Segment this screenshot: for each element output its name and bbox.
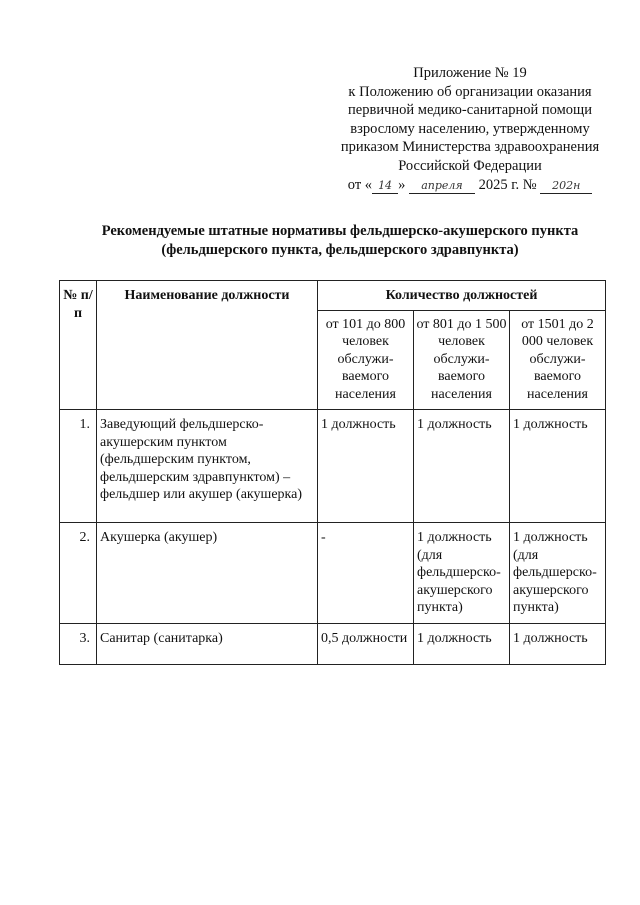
table-row (60, 624, 606, 665)
header-col-3: от 1501 до 2 000 человек обслужи-ваемого населения (510, 310, 606, 410)
order-date-line (330, 176, 610, 195)
table-row (60, 523, 606, 624)
order-month: апреля (409, 179, 475, 194)
title-line-1: Рекомендуемые штатные нормативы фельдшерско-акушерского пункта (101, 223, 579, 239)
order-prefix: от « (347, 177, 373, 193)
header-col-2: от 801 до 1 500 человек обслужи-ваемого населения (414, 310, 510, 410)
row-value: 1 должность (318, 410, 414, 523)
row-num: 3. (60, 624, 97, 665)
row-num: 1. (60, 410, 97, 523)
order-year: 2025 г. № (478, 177, 537, 193)
row-value: - (318, 523, 414, 624)
table-header-row (60, 281, 606, 311)
appendix-line: Приложение № 19 (413, 65, 527, 81)
row-value: 0,5 должности (318, 624, 414, 665)
document-title (60, 222, 620, 260)
row-name: Акушерка (акушер) (97, 523, 318, 624)
appendix-line: взрослому населению, утвержденному (350, 120, 590, 137)
header-name: Наименование должности (97, 281, 318, 410)
order-mid: » (398, 177, 406, 193)
order-number: 202н (540, 179, 592, 194)
row-name: Санитар (санитарка) (97, 624, 318, 665)
header-col-1: от 101 до 800 человек обслужи-ваемого населения (318, 310, 414, 410)
row-value: 1 должность (510, 624, 606, 665)
appendix-line: первичной медико-санитарной помощи (348, 102, 592, 118)
row-value: 1 должность (510, 410, 606, 523)
title-line-2: (фельдшерского пункта, фельдшерского здравпункта) (161, 242, 519, 258)
appendix-line: Российской Федерации (398, 157, 542, 174)
row-value: 1 должность (414, 624, 510, 665)
header-qty: Количество должностей (318, 281, 606, 311)
row-name: Заведующий фельдшерско-акушерским пунктом (фельдшерским пунктом, фельдшерским здравпунктом) – фельдшер или акушер (акушерка) (97, 410, 318, 523)
staffing-table (59, 280, 606, 665)
row-value: 1 должность (для фельдшерско-акушерского пункта) (414, 523, 510, 624)
header-num: № п/п (60, 281, 97, 410)
appendix-line: приказом Министерства здравоохранения (340, 139, 600, 155)
row-num: 2. (60, 523, 97, 624)
row-value: 1 должность (414, 410, 510, 523)
table-row (60, 410, 606, 523)
row-value: 1 должность (для фельдшерско-акушерского пункта) (510, 523, 606, 624)
appendix-header (330, 64, 610, 195)
appendix-line: к Положению об организации оказания (348, 83, 592, 100)
order-day: 14 (372, 179, 398, 194)
